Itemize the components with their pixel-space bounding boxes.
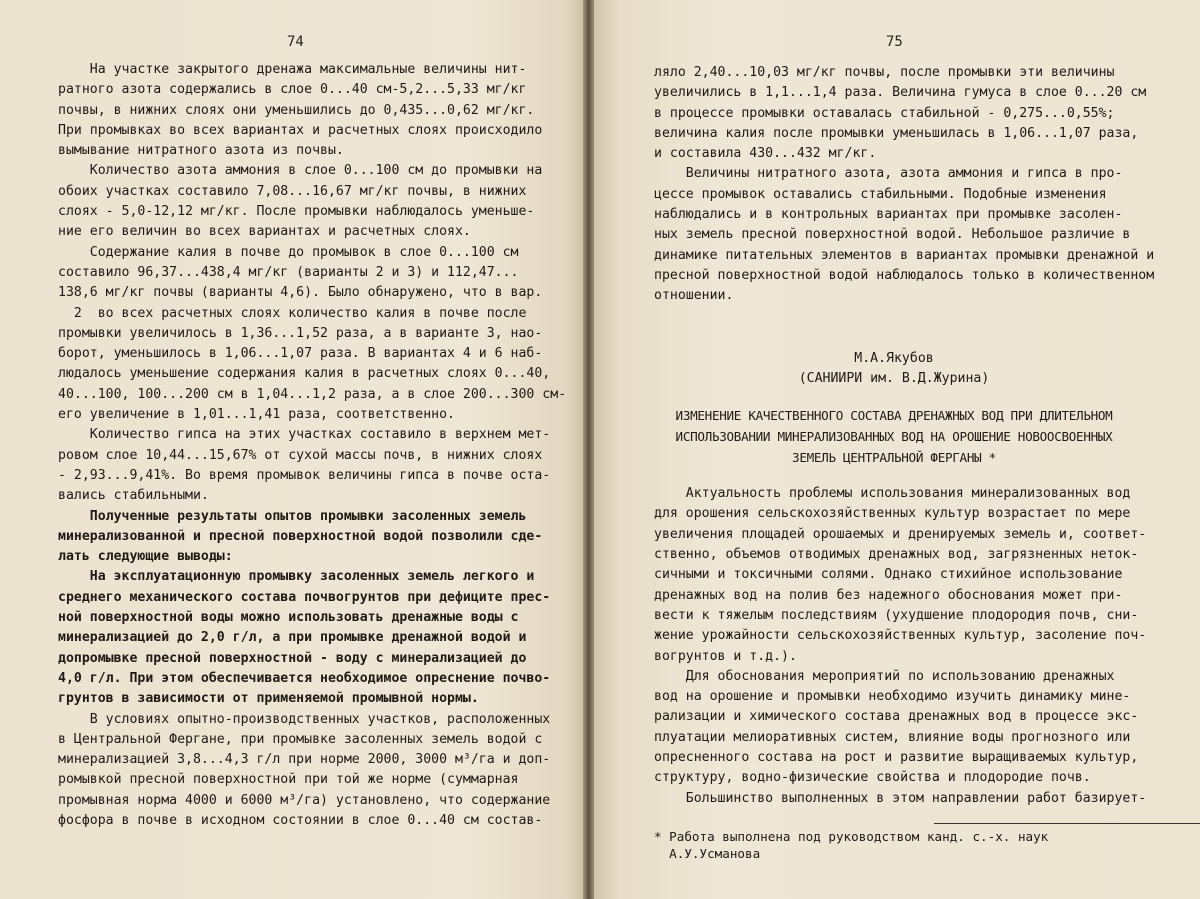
text-line: Количество гипса на этих участках составило в верхнем мет- bbox=[58, 427, 551, 443]
text-line: допромывке пресной поверхностной - воду с минерализацией до bbox=[58, 650, 527, 666]
text-line: Количество азота аммония в слое 0...100 см до промывки на bbox=[58, 163, 543, 179]
text-line: пресной поверхностной водой наблюдалось только в количественном bbox=[654, 267, 1155, 283]
text-line: лать следующие выводы: bbox=[58, 549, 233, 565]
title-line: ИЗМЕНЕНИЕ КАЧЕСТВЕННОГО СОСТАВА ДРЕНАЖНЫХ ВОД ПРИ ДЛИТЕЛЬНОМ bbox=[675, 408, 1113, 424]
text-line: Актуальность проблемы использования минерализованных вод bbox=[654, 486, 1131, 502]
text-line: в Центральной Фергане, при промывке засоленных земель водой с bbox=[58, 731, 543, 747]
text-line: и составила 430...432 мг/кг. bbox=[654, 146, 877, 162]
text-line: промывки увеличилось в 1,36...1,52 раза, а в варианте 3, нао- bbox=[58, 325, 543, 341]
text-line: вести к тяжелым последствиям (ухудшение плодородия почв, сни- bbox=[654, 607, 1139, 623]
text-line: В условиях опытно-производственных участков, расположенных bbox=[58, 711, 551, 727]
text-line: Содержание калия в почве до промывок в слое 0...100 см bbox=[58, 244, 519, 260]
text-line: составило 96,37...438,4 мг/кг (варианты 2 и 3) и 112,47... bbox=[58, 264, 519, 280]
footnote-line: * Работа выполнена под руководством канд. с.-х. наук bbox=[654, 828, 1049, 844]
text-line: его увеличение в 1,01...1,41 раза, соответственно. bbox=[58, 407, 455, 423]
text-line: слоях - 5,0-12,12 мг/кг. После промывки наблюдалось уменьше- bbox=[58, 204, 535, 220]
text-line: увеличились в 1,1...1,4 раза. Величина гумуса в слое 0...20 см bbox=[654, 85, 1147, 101]
text-line: отношении. bbox=[654, 288, 734, 304]
text-line: людалось уменьшение содержания калия в расчетных слоях 0...40, bbox=[58, 366, 551, 382]
text-line: ной поверхностной воды можно использовать дренажные воды с bbox=[58, 610, 519, 626]
text-line: ных земель пресной поверхностной водой. Небольшое различие в bbox=[654, 227, 1131, 243]
text-line: минерализацией 3,8...4,3 г/л при норме 2000, 3000 м³/га и доп- bbox=[58, 752, 551, 768]
text-line: грунтов в зависимости от применяемой промывной нормы. bbox=[58, 691, 479, 707]
text-line: увеличения площадей орошаемых и дренируемых земель и, соответ- bbox=[654, 526, 1147, 542]
text-line: структуру, водно-физические свойства и плодородие почв. bbox=[654, 770, 1091, 786]
text-line: ственно, объемов отводимых дренажных вод, загрязненных неток- bbox=[654, 547, 1139, 563]
text-line: вод на орошение и промывки необходимо изучить динамику мине- bbox=[654, 689, 1131, 705]
text-line: ромывкой пресной поверхностной при той же норме (суммарная bbox=[58, 772, 519, 788]
text-line: среднего механического состава почвогрунтов при дефиците прес- bbox=[58, 589, 551, 605]
text-line: ровом слое 10,44...15,67% от сухой массы почв, в нижних слоях bbox=[58, 447, 543, 463]
text-line: ляло 2,40...10,03 мг/кг почвы, после промывки эти величины bbox=[654, 65, 1115, 80]
left-page bbox=[0, 0, 583, 899]
article-title bbox=[654, 405, 1134, 468]
right-page-text bbox=[654, 63, 1155, 862]
text-line: наблюдались и в контрольных вариантах при промывке засолен- bbox=[654, 207, 1123, 223]
text-line: 2 во всех расчетных слоях количество калия в почве после bbox=[58, 305, 527, 321]
left-page-text bbox=[58, 60, 567, 831]
footnote-rule bbox=[934, 823, 1200, 824]
text-line: ние его величин во всех вариантах и расчетных слоях. bbox=[58, 224, 471, 240]
text-line: жение урожайности сельскохозяйственных культур, засоление поч- bbox=[654, 628, 1147, 644]
footnote bbox=[654, 828, 1134, 862]
text-line: сичными и токсичными солями. Однако стихийное использование bbox=[654, 567, 1123, 583]
footnote-line: А.У.Усманова bbox=[654, 845, 761, 861]
article-author: М.А.Якубов bbox=[854, 350, 934, 366]
text-line: 138,6 мг/кг почвы (варианты 4,6). Было обнаружено, что в вар. bbox=[58, 285, 543, 301]
text-line: Большинство выполненных в этом направлении работ базирует- bbox=[654, 790, 1147, 806]
text-line: На участке закрытого дренажа максимальные величины нит- bbox=[58, 62, 527, 77]
text-line: промывная норма 4000 и 6000 м³/га) установлено, что содержание bbox=[58, 792, 551, 808]
text-line: При промывках во всех вариантах и расчетных слоях происходило bbox=[58, 122, 543, 138]
text-line: борот, уменьшилось в 1,06...1,07 раза. В вариантах 4 и 6 наб- bbox=[58, 346, 543, 362]
text-line: Для обоснования мероприятий по использованию дренажных bbox=[654, 668, 1115, 684]
page-number: 74 bbox=[287, 34, 304, 50]
book-spine bbox=[583, 0, 594, 899]
text-line: Величины нитратного азота, азота аммония и гипса в про- bbox=[654, 166, 1123, 182]
text-line: обоих участках составило 7,08...16,67 мг/кг почвы, в нижних bbox=[58, 183, 527, 199]
text-line: рализации и химического состава дренажных вод в процессе экс- bbox=[654, 709, 1139, 725]
text-line: опресненного состава на рост и развитие выращиваемых культур, bbox=[654, 750, 1139, 766]
text-line: минерализованной и пресной поверхностной водой позволили сде- bbox=[58, 528, 543, 544]
text-line: вымывание нитратного азота из почвы. bbox=[58, 143, 344, 159]
continued-paragraphs bbox=[654, 63, 1155, 307]
text-line: 40...100, 100...200 см в 1,04...1,2 раза, а в слое 200...300 см- bbox=[58, 386, 567, 402]
text-line: минерализацией до 2,0 г/л, а при промывке дренажной водой и bbox=[58, 630, 527, 646]
text-line: для орошения сельскохозяйственных культур возрастает по мере bbox=[654, 506, 1131, 522]
text-line: плуатации мелиоративных систем, влияние воды прогнозного или bbox=[654, 729, 1131, 745]
text-line: цессе промывок оставались стабильными. Подобные изменения bbox=[654, 186, 1107, 202]
text-line: - 2,93...9,41%. Во время промывок величины гипса в почве оста- bbox=[58, 467, 551, 483]
title-line: ИСПОЛЬЗОВАНИИ МИНЕРАЛИЗОВАННЫХ ВОД НА ОРОШЕНИЕ НОВООСВОЕННЫХ bbox=[675, 429, 1113, 445]
text-line: динамике питательных элементов в вариантах промывки дренажной и bbox=[654, 247, 1155, 263]
text-line: На эксплуатационную промывку засоленных земель легкого и bbox=[58, 569, 535, 585]
text-line: дренажных вод на полив без надежного обоснования может при- bbox=[654, 587, 1123, 603]
text-line: ратного азота содержались в слое 0...40 см-5,2...5,33 мг/кг bbox=[58, 82, 527, 98]
text-line: величина калия после промывки уменьшилась в 1,06...1,07 раза, bbox=[654, 125, 1139, 141]
text-line: почвы, в нижних слоях они уменьшились до 0,435...0,62 мг/кг. bbox=[58, 102, 535, 118]
text-line: вогрунтов и т.д.). bbox=[654, 648, 797, 664]
article-affiliation: (САНИИРИ им. В.Д.Журина) bbox=[798, 370, 990, 386]
text-line: вались стабильными. bbox=[58, 488, 209, 504]
right-page bbox=[594, 0, 1200, 899]
text-line: фосфора в почве в исходном состоянии в слое 0...40 см состав- bbox=[58, 812, 543, 828]
text-line: в процессе промывки оставалась стабильной - 0,275...0,55%; bbox=[654, 105, 1115, 121]
title-line: ЗЕМЕЛЬ ЦЕНТРАЛЬНОЙ ФЕРГАНЫ * bbox=[792, 450, 996, 466]
text-line: Полученные результаты опытов промывки засоленных земель bbox=[58, 508, 527, 524]
text-line: 4,0 г/л. При этом обеспечивается необходимое опреснение почво- bbox=[58, 670, 551, 686]
page-number: 75 bbox=[886, 34, 903, 50]
article-body bbox=[654, 484, 1147, 809]
